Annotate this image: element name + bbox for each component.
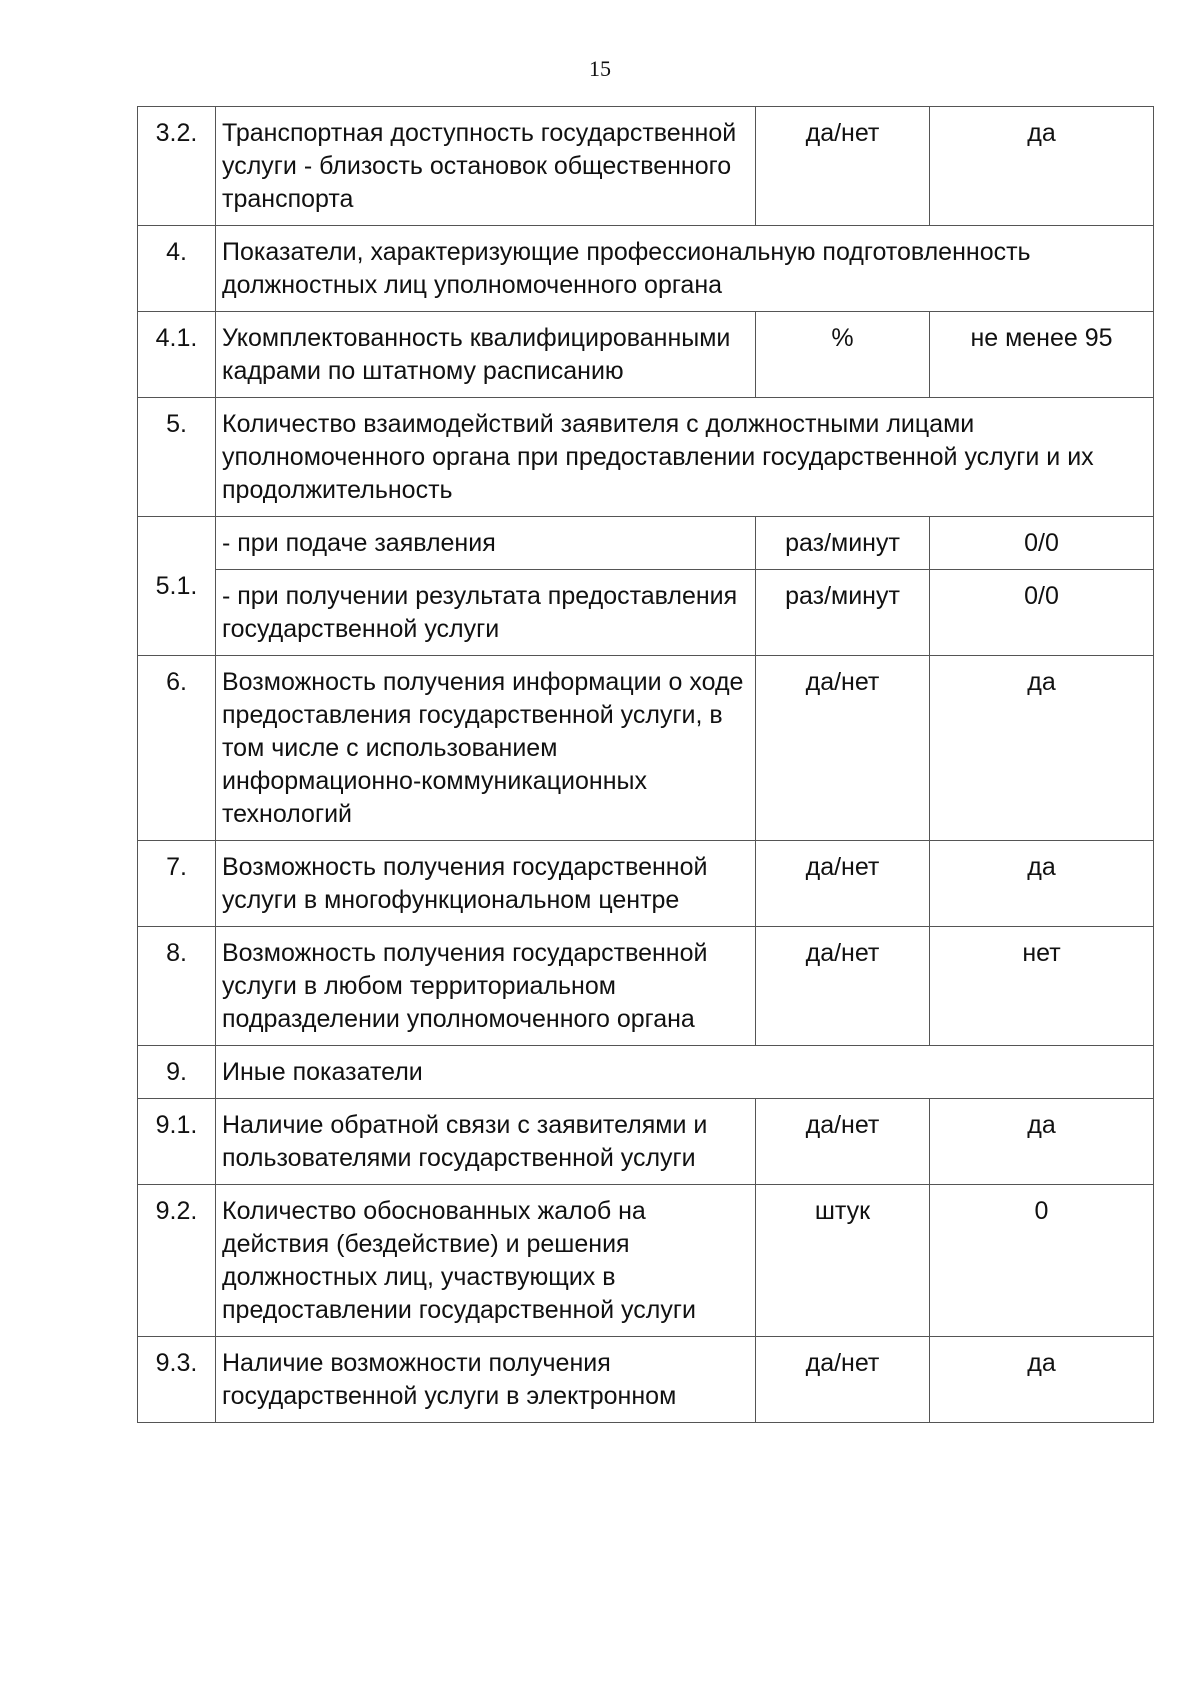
- indicator-name: Наличие обратной связи с заявителями и пользователями государственной услуги: [216, 1099, 756, 1185]
- unit-cell: да/нет: [756, 107, 930, 226]
- norm-value-cell: 0/0: [930, 570, 1154, 656]
- table-row: [138, 1185, 1154, 1337]
- table-row: [138, 1337, 1154, 1423]
- unit-cell: да/нет: [756, 841, 930, 927]
- indicator-name: Наличие возможности получения государственной услуги в электронном: [216, 1337, 756, 1423]
- indicator-name: Транспортная доступность государственной услуги - близость остановок общественного транспорта: [216, 107, 756, 226]
- indicator-name: Возможность получения государственной услуги в многофункциональном центре: [216, 841, 756, 927]
- indicator-name: Возможность получения государственной услуги в любом территориальном подразделении уполномоченного органа: [216, 927, 756, 1046]
- norm-value-cell: нет: [930, 927, 1154, 1046]
- table-row: [138, 1099, 1154, 1185]
- section-title: Иные показатели: [216, 1046, 1154, 1099]
- row-number: 9.1.: [138, 1099, 216, 1185]
- norm-value-cell: да: [930, 1099, 1154, 1185]
- norm-value-cell: да: [930, 107, 1154, 226]
- row-number: 9.3.: [138, 1337, 216, 1423]
- norm-value-cell: 0: [930, 1185, 1154, 1337]
- row-number: 8.: [138, 927, 216, 1046]
- indicator-name: Количество обоснованных жалоб на действия (бездействие) и решения должностных лиц, участвующих в предоставлении государственной услуги: [216, 1185, 756, 1337]
- table-row: [138, 570, 1154, 656]
- norm-value-cell: да: [930, 1337, 1154, 1423]
- row-number: 9.: [138, 1046, 216, 1099]
- row-number: 4.: [138, 226, 216, 312]
- table-row: [138, 312, 1154, 398]
- section-row: [138, 226, 1154, 312]
- row-number: 6.: [138, 656, 216, 841]
- norm-value-cell: 0/0: [930, 517, 1154, 570]
- table-row: [138, 656, 1154, 841]
- unit-cell: да/нет: [756, 1337, 930, 1423]
- unit-cell: да/нет: [756, 927, 930, 1046]
- row-number: 4.1.: [138, 312, 216, 398]
- indicators-table: [137, 106, 1154, 1423]
- page-number: 15: [589, 56, 611, 81]
- unit-cell: %: [756, 312, 930, 398]
- row-number: 5.1.: [138, 517, 216, 656]
- section-title: Количество взаимодействий заявителя с должностными лицами уполномоченного органа при предоставлении государственной услуги и их продолжительность: [216, 398, 1154, 517]
- table-row: [138, 107, 1154, 226]
- section-title: Показатели, характеризующие профессиональную подготовленность должностных лиц уполномоченного органа: [216, 226, 1154, 312]
- row-number: 7.: [138, 841, 216, 927]
- indicator-name: Укомплектованность квалифицированными кадрами по штатному расписанию: [216, 312, 756, 398]
- norm-value-cell: да: [930, 841, 1154, 927]
- unit-cell: раз/минут: [756, 570, 930, 656]
- row-number: 9.2.: [138, 1185, 216, 1337]
- row-number: 3.2.: [138, 107, 216, 226]
- table-row: [138, 517, 1154, 570]
- norm-value-cell: не менее 95: [930, 312, 1154, 398]
- unit-cell: раз/минут: [756, 517, 930, 570]
- row-number: 5.: [138, 398, 216, 517]
- section-row: [138, 1046, 1154, 1099]
- unit-cell: да/нет: [756, 656, 930, 841]
- indicator-name: - при подаче заявления: [216, 517, 756, 570]
- table-row: [138, 927, 1154, 1046]
- section-row: [138, 398, 1154, 517]
- unit-cell: штук: [756, 1185, 930, 1337]
- norm-value-cell: да: [930, 656, 1154, 841]
- indicator-name: - при получении результата предоставления государственной услуги: [216, 570, 756, 656]
- unit-cell: да/нет: [756, 1099, 930, 1185]
- table-row: [138, 841, 1154, 927]
- indicator-name: Возможность получения информации о ходе предоставления государственной услуги, в том числе с использованием информационно-коммуникационных технологий: [216, 656, 756, 841]
